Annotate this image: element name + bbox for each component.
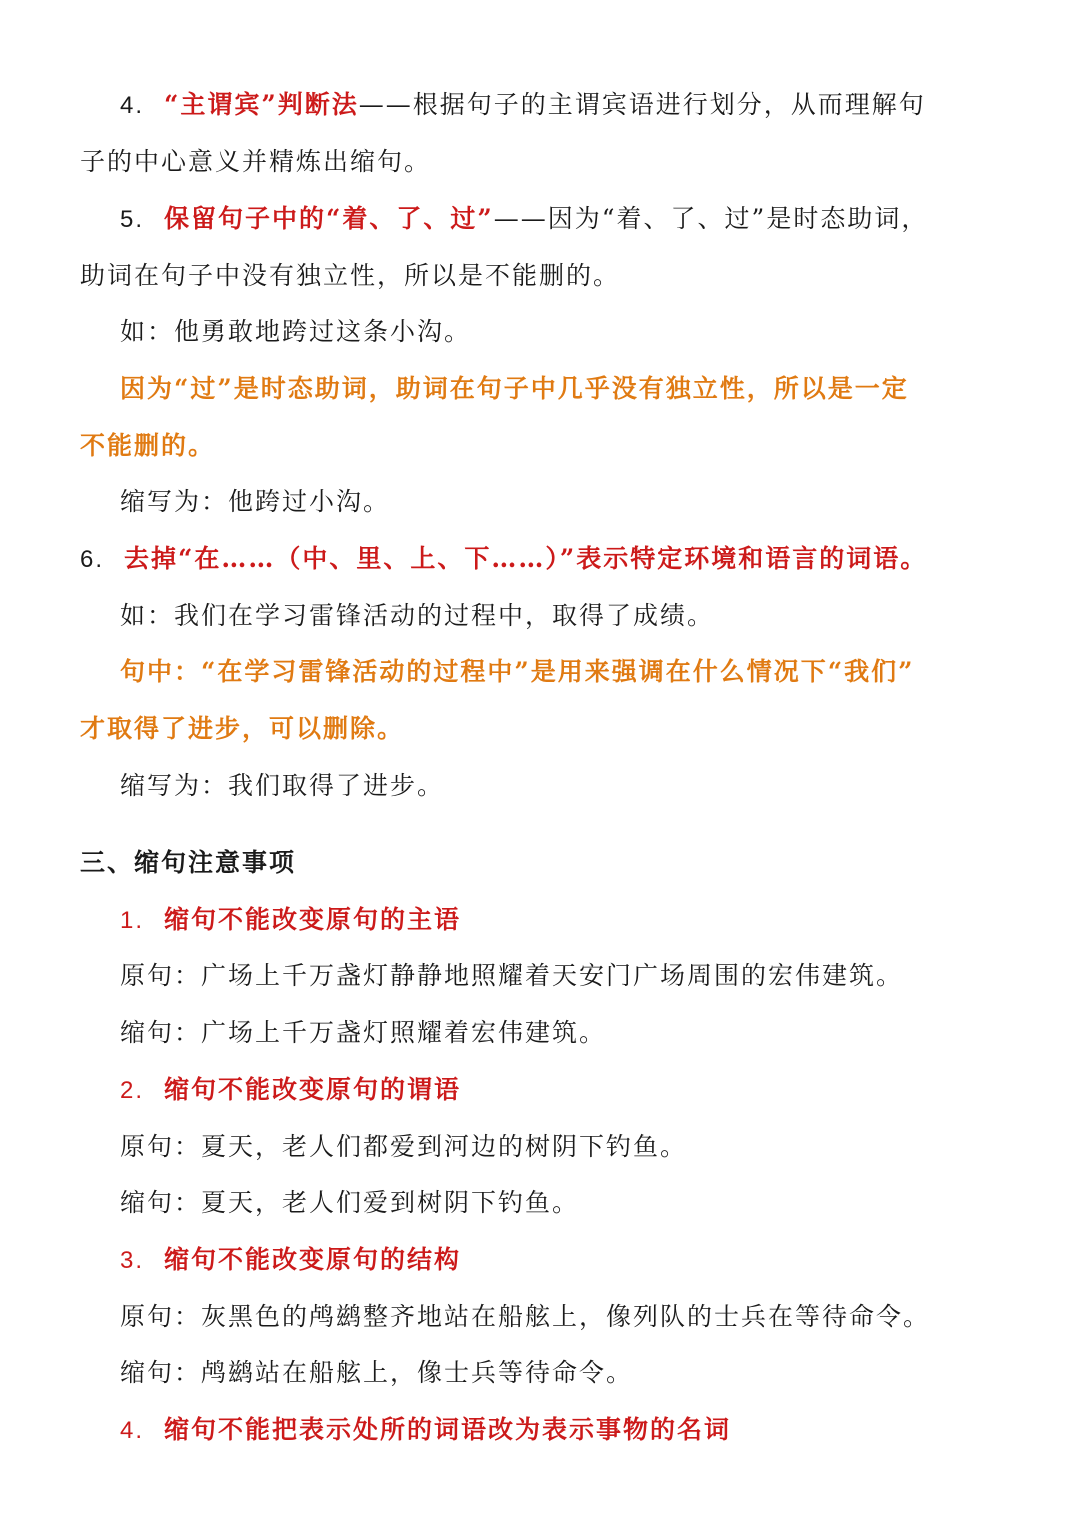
rule3-title: 缩句不能改变原句的结构 [164, 1245, 462, 1274]
rule2-title-line [120, 1067, 461, 1113]
item5-note-line1: 因为“过”是时态助词，助词在句子中几乎没有独立性，所以是一定 [120, 374, 909, 403]
item5-line2: 助词在句子中没有独立性，所以是不能删的。 [80, 261, 621, 290]
rule1-original: 原句：广场上千万盏灯静静地照耀着天安门广场周围的宏伟建筑。 [120, 961, 904, 990]
item5-title: 保留句子中的“着、了、过” [164, 204, 494, 233]
item6-note-line1: 句中：“在学习雷锋活动的过程中”是用来强调在什么情况下“我们” [120, 657, 915, 686]
rule2-original: 原句：夏天，老人们都爱到河边的树阴下钓鱼。 [120, 1132, 688, 1161]
item5-result: 缩写为：他跨过小沟。 [120, 487, 391, 516]
item6-number: 6. [80, 546, 105, 573]
item6-example: 如：我们在学习雷锋活动的过程中，取得了成绩。 [120, 601, 715, 630]
item5-text: ——因为“着、了、过”是时态助词， [493, 204, 929, 233]
rule3-original: 原句：灰黑色的鸬鹚整齐地站在船舷上，像列队的士兵在等待命令。 [120, 1302, 931, 1331]
item5-example: 如：他勇敢地跨过这条小沟。 [120, 317, 472, 346]
rule1-shortened: 缩句：广场上千万盏灯照耀着宏伟建筑。 [120, 1018, 607, 1047]
item4-line2: 子的中心意义并精炼出缩句。 [80, 147, 432, 176]
item4-number: 4. [120, 92, 145, 119]
item6-note-line2: 才取得了进步，可以删除。 [80, 714, 405, 743]
rule1-title: 缩句不能改变原句的主语 [164, 905, 462, 934]
rule4-title-line [120, 1407, 731, 1453]
item4-title: “主谓宾”判断法 [164, 90, 359, 119]
item6-title: 去掉“在……（中、里、上、下……）”表示特定环境和语言的词语。 [124, 544, 928, 573]
rule3-title-line [120, 1237, 461, 1283]
item5-number: 5. [120, 206, 145, 233]
rule4-number: 4. [120, 1417, 145, 1444]
rule2-title: 缩句不能改变原句的谓语 [164, 1075, 462, 1104]
rule3-number: 3. [120, 1247, 145, 1274]
rule1-number: 1. [120, 907, 145, 934]
rule4-title: 缩句不能把表示处所的词语改为表示事物的名词 [164, 1415, 732, 1444]
rule1-title-line [120, 897, 461, 943]
item5-line1 [120, 196, 928, 242]
section3-heading: 三、缩句注意事项 [80, 848, 297, 877]
rule2-number: 2. [120, 1077, 145, 1104]
item6-line1 [80, 536, 927, 582]
item4-text: ——根据句子的主谓宾语进行划分，从而理解句 [358, 90, 926, 119]
item4-line1 [120, 82, 926, 128]
rule3-shortened: 缩句：鸬鹚站在船舷上，像士兵等待命令。 [120, 1358, 634, 1387]
item5-note-line2: 不能删的。 [80, 431, 216, 460]
rule2-shortened: 缩句：夏天，老人们爱到树阴下钓鱼。 [120, 1188, 580, 1217]
item6-result: 缩写为：我们取得了进步。 [120, 771, 445, 800]
